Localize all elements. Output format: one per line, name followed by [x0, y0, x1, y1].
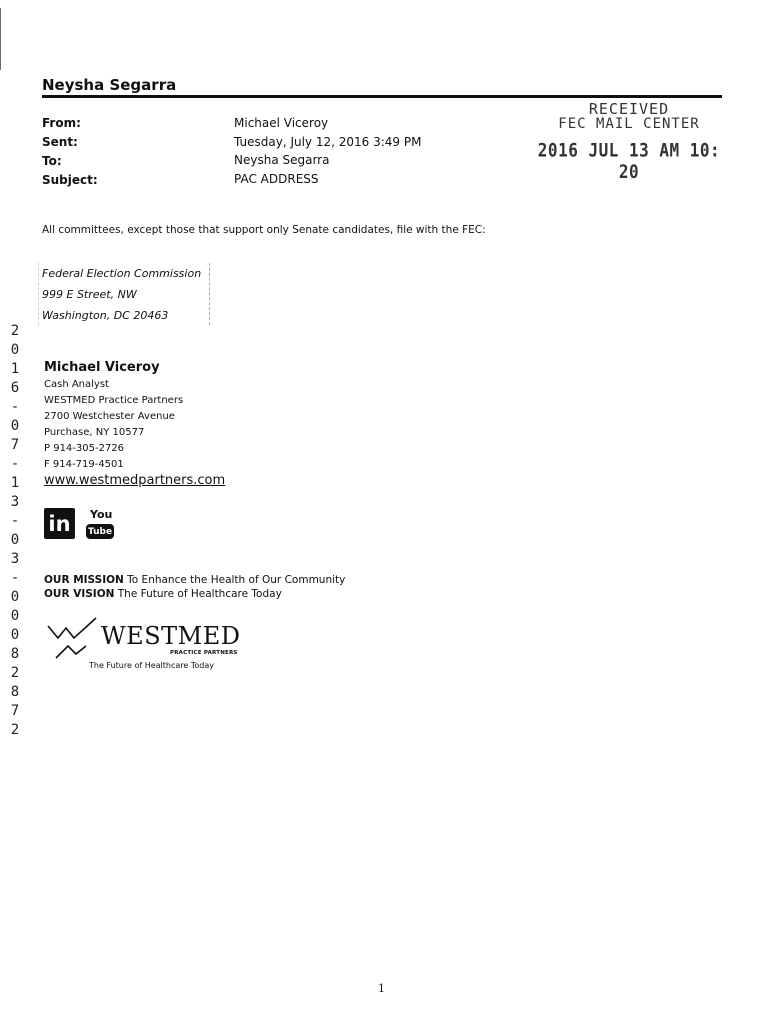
westmed-logo — [46, 616, 246, 676]
logo-wordmark: WESTMED — [101, 622, 241, 650]
side-char: - — [10, 456, 20, 472]
stamp-mail-center: FEC MAIL CENTER — [558, 116, 700, 132]
signature-city: Purchase, NY 10577 — [44, 427, 145, 438]
side-char: - — [10, 570, 20, 586]
vision-label: OUR VISION — [44, 588, 115, 600]
side-char: 1 — [10, 361, 20, 377]
to-label: To: — [42, 154, 62, 168]
signature-street: 2700 Westchester Avenue — [44, 411, 175, 422]
side-char: 0 — [10, 589, 20, 605]
side-char: 6 — [10, 380, 20, 396]
linkedin-icon[interactable]: in — [44, 508, 75, 539]
side-char: - — [10, 399, 20, 415]
youtube-you-text: You — [90, 508, 113, 521]
signature-phone: P 914-305-2726 — [44, 443, 125, 454]
address-line-3: Washington, DC 20463 — [42, 309, 169, 322]
mission-label: OUR MISSION — [44, 574, 124, 586]
email-meta-labels — [42, 114, 98, 190]
side-char: 2 — [10, 323, 20, 339]
stamp-received: RECEIVED — [588, 100, 670, 118]
side-char: 8 — [10, 646, 20, 662]
signature-name: Michael Viceroy — [44, 360, 160, 375]
signature-title: Cash Analyst — [44, 379, 109, 390]
side-char: 2 — [10, 722, 20, 738]
youtube-icon[interactable] — [85, 508, 115, 539]
address-line-1: Federal Election Commission — [42, 267, 202, 280]
body-intro: All committees, except those that support only Senate candidates, file with the FEC: — [42, 224, 486, 236]
youtube-tube-text: Tube — [86, 524, 114, 539]
website-link[interactable]: www.westmedpartners.com — [44, 473, 226, 488]
fec-address — [42, 263, 201, 326]
address-box — [38, 263, 210, 325]
address-line-2: 999 E Street, NW — [42, 288, 137, 301]
side-char: 8 — [10, 684, 20, 700]
logo-tagline: The Future of Healthcare Today — [89, 661, 214, 670]
header-rule — [42, 95, 722, 98]
page-number: 1 — [378, 982, 385, 995]
side-char: - — [10, 513, 20, 529]
signature-fax: F 914-719-4501 — [44, 459, 124, 470]
vision-line — [44, 587, 345, 601]
side-char: 0 — [10, 608, 20, 624]
subject-label: Subject: — [42, 173, 98, 187]
from-label: From: — [42, 116, 81, 130]
side-char: 0 — [10, 532, 20, 548]
side-char: 0 — [10, 342, 20, 358]
header-name: Neysha Segarra — [42, 76, 177, 94]
sent-value: Tuesday, July 12, 2016 3:49 PM — [234, 134, 422, 149]
side-char: 2 — [10, 665, 20, 681]
sent-label: Sent: — [42, 135, 78, 149]
side-char: 3 — [10, 551, 20, 567]
received-stamp — [534, 100, 724, 183]
subject-value: PAC ADDRESS — [234, 171, 319, 186]
mission-line — [44, 573, 345, 587]
side-char: 1 — [10, 475, 20, 491]
vision-text: The Future of Healthcare Today — [114, 588, 282, 600]
logo-subtitle: PRACTICE PARTNERS — [170, 650, 238, 656]
document-id-vertical — [8, 322, 22, 740]
side-char: 0 — [10, 627, 20, 643]
social-icons — [44, 508, 115, 539]
email-meta-values — [234, 114, 421, 188]
side-char: 0 — [10, 418, 20, 434]
signature-details — [44, 377, 183, 473]
from-value: Michael Viceroy — [234, 116, 329, 130]
signature-company: WESTMED Practice Partners — [44, 395, 184, 406]
side-char: 3 — [10, 494, 20, 510]
mission-block — [44, 573, 345, 601]
side-char: 7 — [10, 703, 20, 719]
side-char: 7 — [10, 437, 20, 453]
scan-corner-mark — [0, 8, 1, 70]
mission-text: To Enhance the Health of Our Community — [123, 574, 346, 586]
to-value: Neysha Segarra — [234, 153, 330, 167]
stamp-date: 2016 JUL 13 AM 10: 20 — [537, 139, 721, 183]
logo-swoosh-icon — [46, 616, 106, 666]
